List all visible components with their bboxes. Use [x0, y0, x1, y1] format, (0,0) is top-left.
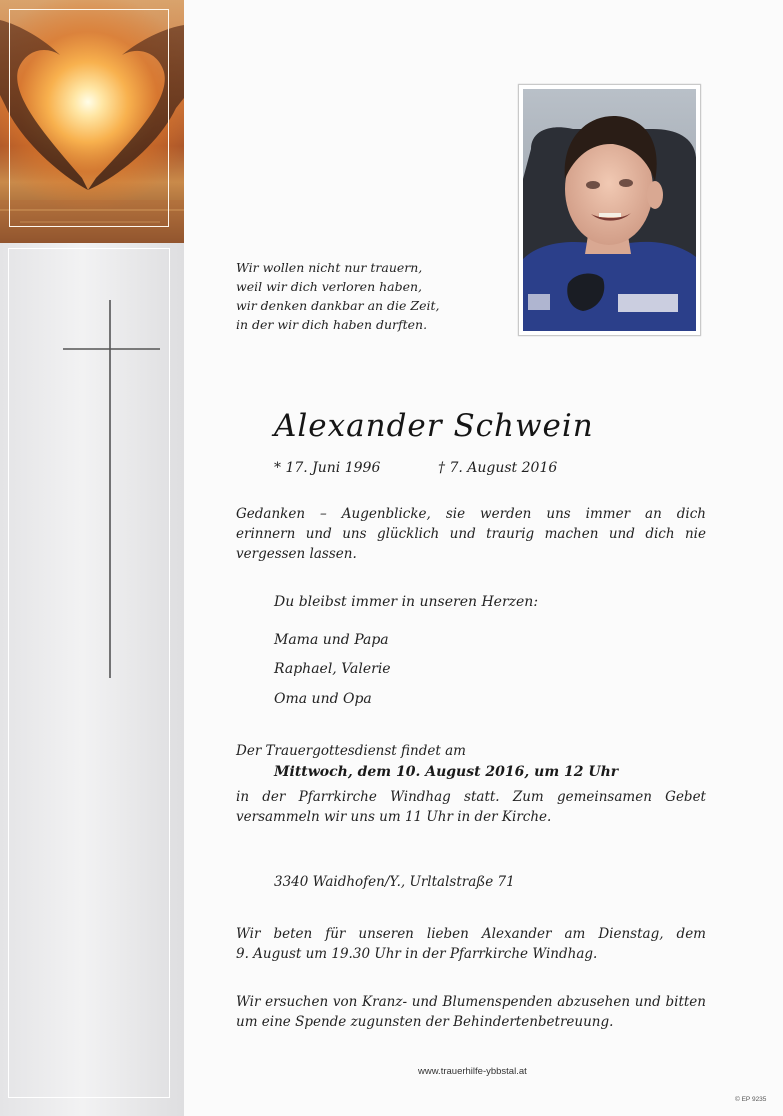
quote-line: in der wir dich haben durften.	[236, 317, 428, 332]
donation-line: um eine Spende zugunsten der Behindertenbetreuung.	[236, 1014, 614, 1030]
death-date: † 7. August 2016	[438, 460, 558, 476]
website-link[interactable]: www.trauerhilfe-ybbstal.at	[418, 1066, 527, 1077]
mourner-item: Raphael, Valerie	[274, 661, 391, 677]
address: 3340 Waidhofen/Y., Urltalstraße 71	[274, 874, 515, 890]
service-intro-line: Der Trauergottesdienst findet am	[236, 743, 466, 759]
service-details	[236, 787, 706, 827]
thoughts-line: erinnern und uns glücklich und traurig machen und dich nie	[236, 526, 706, 542]
quote-line: weil wir dich verloren haben,	[236, 279, 423, 294]
donation-line: Wir ersuchen von Kranz- und Blumenspenden abzusehen und bitten	[236, 994, 706, 1010]
portrait-photo	[523, 89, 696, 331]
service-date: Mittwoch, dem 10. August 2016, um 12 Uhr	[274, 764, 619, 780]
print-code: © EP 9235	[735, 1096, 767, 1103]
prayer-line: 9. August um 19.30 Uhr in der Pfarrkirche Windhag.	[236, 946, 598, 962]
heart-image-frame	[9, 9, 169, 227]
deceased-name: Alexander Schwein	[274, 408, 594, 444]
thoughts-line: vergessen lassen.	[236, 546, 357, 562]
mourner-item: Mama und Papa	[274, 632, 389, 648]
service-intro	[236, 741, 706, 761]
quote-line: wir denken dankbar an die Zeit,	[236, 298, 440, 313]
prayer-paragraph	[236, 924, 706, 964]
service-line: versammeln wir uns um 11 Uhr in der Kirche.	[236, 809, 552, 825]
thoughts-paragraph	[236, 504, 706, 564]
hearts-line: Du bleibst immer in unseren Herzen:	[274, 594, 539, 610]
memorial-quote	[236, 258, 496, 334]
donation-paragraph	[236, 992, 706, 1032]
prayer-line: Wir beten für unseren lieben Alexander am Dienstag, dem	[236, 926, 706, 942]
portrait-photo-frame	[518, 84, 701, 336]
heart-hands-image	[0, 0, 184, 243]
birth-date: * 17. Juni 1996	[274, 460, 381, 476]
mourner-item: Oma und Opa	[274, 691, 372, 707]
thoughts-line: Gedanken – Augenblicke, sie werden uns immer an dich	[236, 506, 706, 522]
quote-line: Wir wollen nicht nur trauern,	[236, 260, 423, 275]
service-line: in der Pfarrkirche Windhag statt. Zum gemeinsamen Gebet	[236, 789, 706, 805]
cross-icon	[62, 300, 162, 680]
